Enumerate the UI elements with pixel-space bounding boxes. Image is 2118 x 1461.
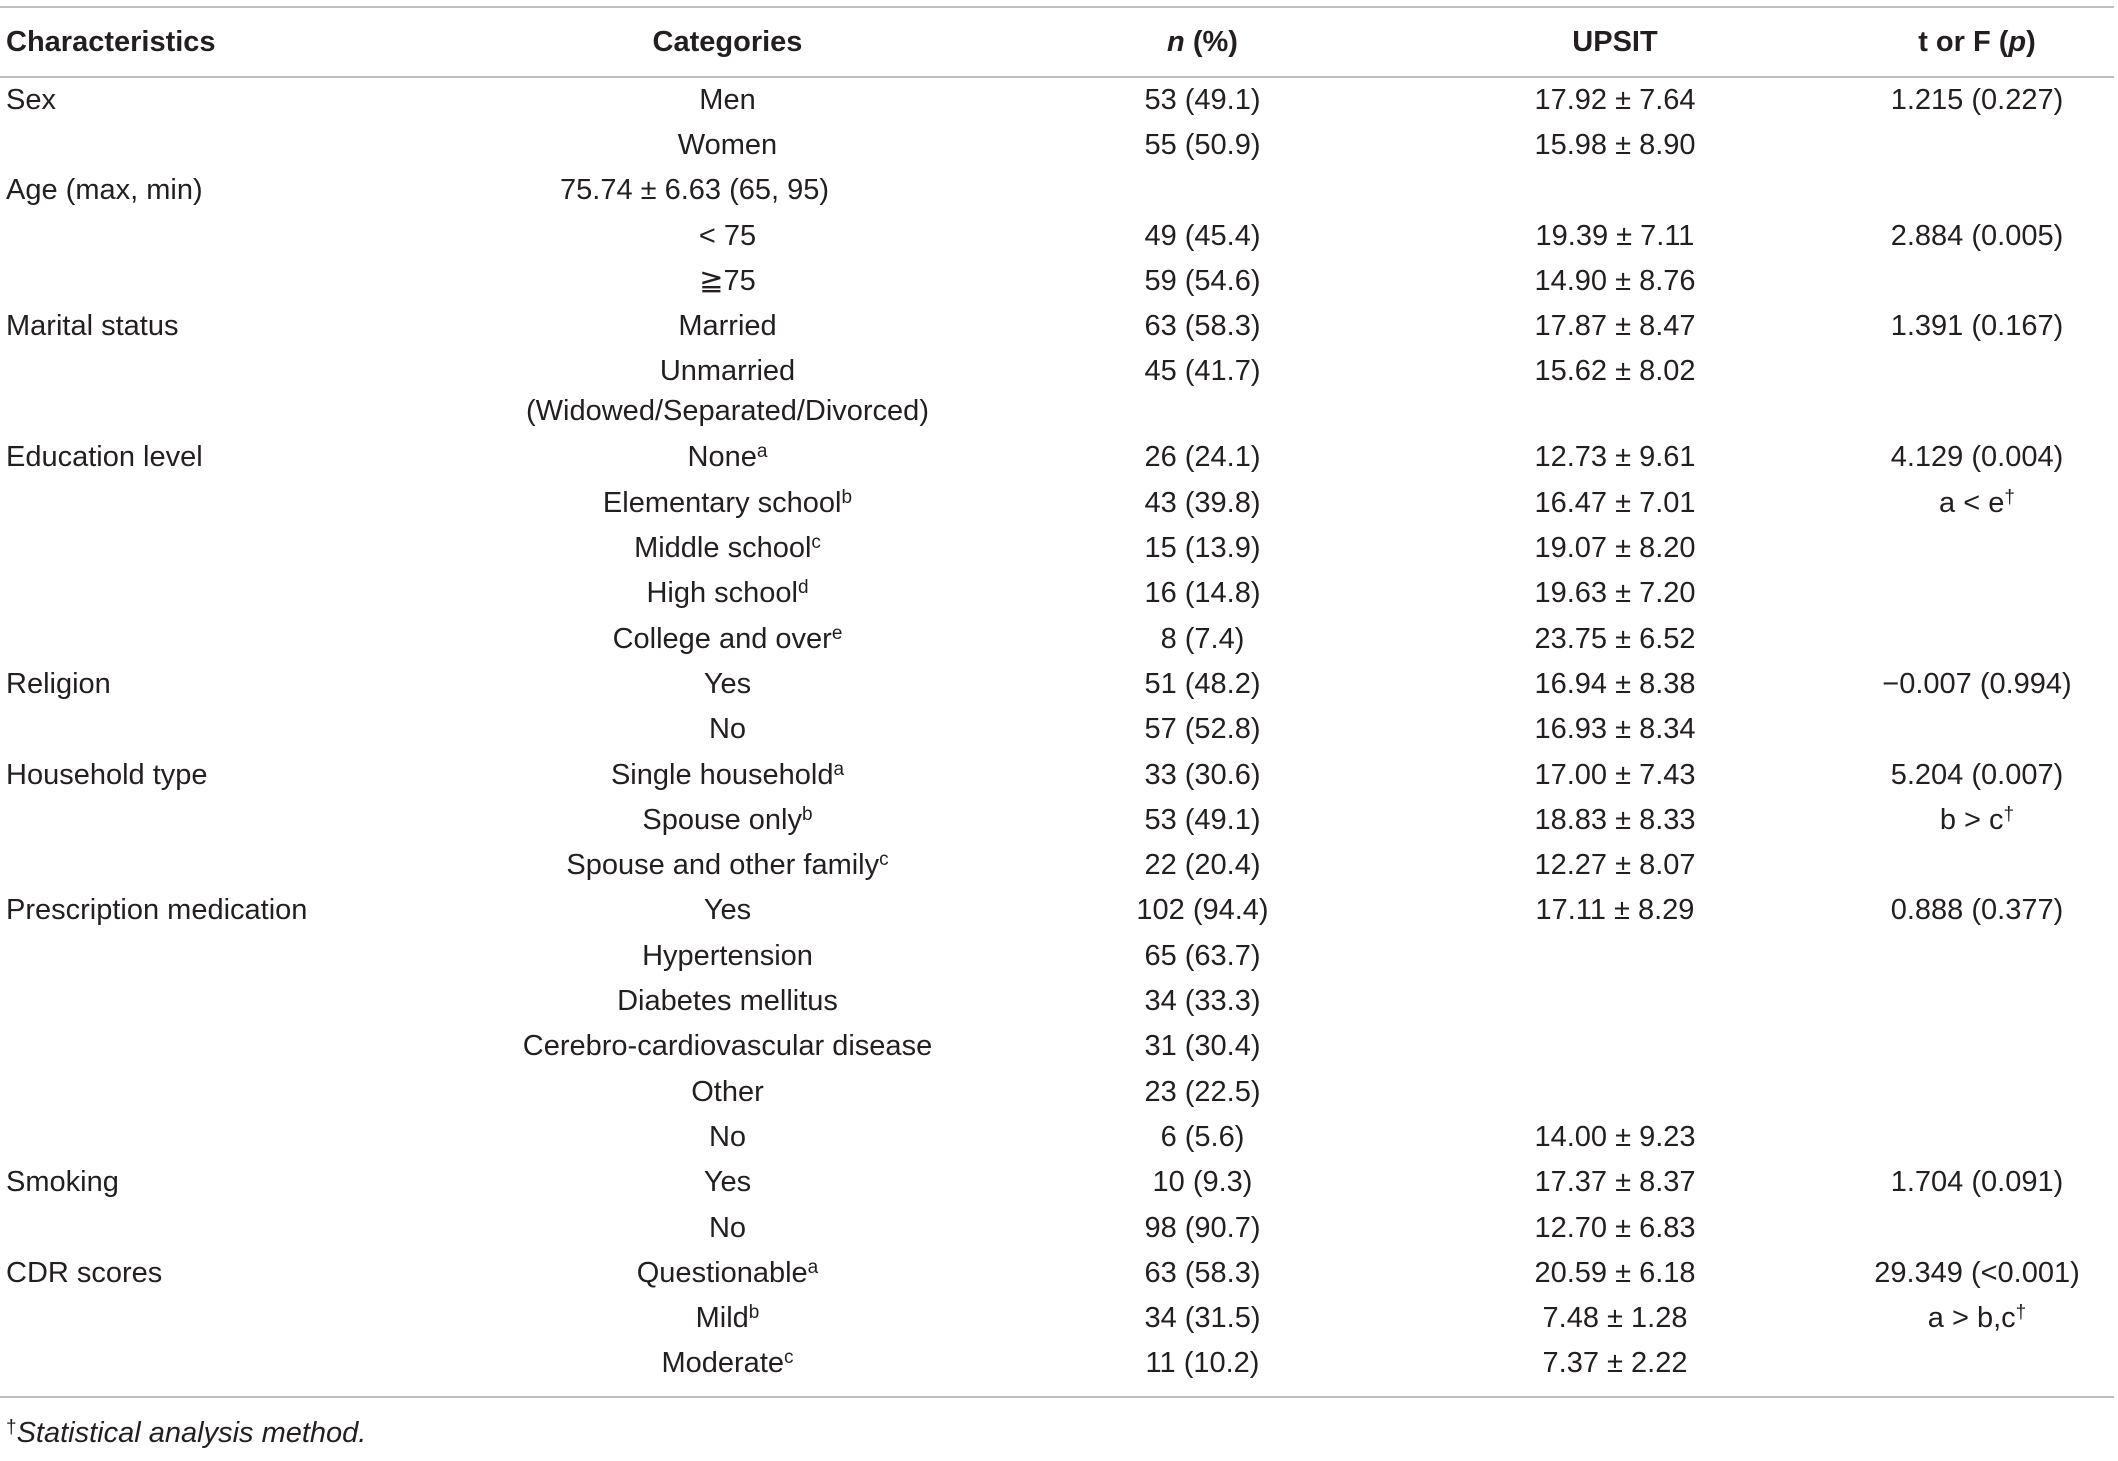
cell-n-percent: 45 (41.7) xyxy=(1144,355,1261,388)
cell-category xyxy=(520,349,935,435)
cell-upsit: 14.90 ± 8.76 xyxy=(1534,264,1696,297)
cell-category xyxy=(520,798,935,843)
cell-t-or-f xyxy=(1770,571,2114,616)
cell-t-or-f xyxy=(1770,1341,2114,1397)
cell-characteristic xyxy=(0,123,520,168)
category-label: ≧75 xyxy=(699,264,756,297)
category-label: Yes xyxy=(703,667,752,700)
cell-category xyxy=(520,934,935,979)
cell-t-or-f xyxy=(1770,1206,2114,1251)
cell-upsit: 20.59 ± 6.18 xyxy=(1534,1256,1696,1289)
table-row xyxy=(0,259,2114,304)
cell-t-or-f xyxy=(1770,934,2114,979)
table-row xyxy=(0,1206,2114,1251)
category-label: Moderate xyxy=(661,1347,784,1380)
table-row xyxy=(0,979,2114,1024)
cell-n-percent: 59 (54.6) xyxy=(1144,264,1261,297)
header-t-suffix: ) xyxy=(2026,25,2036,58)
table-row xyxy=(0,168,2114,213)
cell-upsit xyxy=(1350,934,1770,979)
cell-n-percent: 49 (45.4) xyxy=(1144,219,1261,252)
header-categories: Categories xyxy=(520,7,935,77)
table-row xyxy=(0,1115,2114,1160)
category-label: Spouse and other family xyxy=(566,849,880,882)
category-superscript: b xyxy=(802,803,813,825)
category-label: Other xyxy=(691,1075,764,1108)
cell-characteristic xyxy=(0,707,520,752)
cell-characteristic xyxy=(0,526,520,571)
cell-age-summary: 75.74 ± 6.63 (65, 95) xyxy=(560,174,830,207)
cell-n-percent: 11 (10.2) xyxy=(935,1341,1350,1397)
header-characteristics: Characteristics xyxy=(0,7,520,77)
cell-t-or-f xyxy=(1770,1024,2114,1069)
statistic-value: 0.888 (0.377) xyxy=(1890,894,2064,927)
category-superscript: c xyxy=(784,1347,794,1369)
cell-n-percent: 65 (63.7) xyxy=(1144,939,1261,972)
cell-characteristic xyxy=(0,1341,520,1397)
cell-t-or-f xyxy=(1770,435,2114,480)
category-label: Mild xyxy=(695,1302,749,1335)
cell-t-or-f xyxy=(1770,123,2114,168)
category-label: No xyxy=(708,1120,747,1153)
cell-characteristic xyxy=(0,979,520,1024)
table-row xyxy=(0,123,2114,168)
table-row xyxy=(0,304,2114,349)
cell-upsit: 19.07 ± 8.20 xyxy=(1534,532,1696,565)
cell-t-or-f xyxy=(1770,753,2114,798)
statistic-value: a < e xyxy=(1939,486,2005,519)
cell-characteristic: Age (max, min) xyxy=(6,174,203,207)
category-label: Diabetes mellitus xyxy=(617,985,838,1018)
category-label: Yes xyxy=(703,1166,752,1199)
cell-n-percent: 55 (50.9) xyxy=(1144,129,1261,161)
category-label: Cerebro-cardiovascular disease xyxy=(522,1030,933,1063)
cell-characteristic xyxy=(0,934,520,979)
cell-characteristic xyxy=(0,1115,520,1160)
cell-characteristic xyxy=(0,843,520,888)
cell-category xyxy=(520,1341,935,1397)
cell-characteristic xyxy=(0,798,520,843)
cell-n-percent: 23 (22.5) xyxy=(1144,1075,1261,1108)
table-row xyxy=(0,707,2114,752)
cell-category xyxy=(520,526,935,571)
cell-category xyxy=(520,617,935,662)
cell-n-percent: 53 (49.1) xyxy=(1144,84,1261,116)
category-label: High school xyxy=(646,577,798,610)
cell-category xyxy=(520,707,935,752)
cell-upsit: 14.00 ± 9.23 xyxy=(1534,1120,1696,1153)
cell-category xyxy=(520,304,935,349)
cell-characteristic: Marital status xyxy=(6,310,179,343)
statistic-superscript: † xyxy=(2003,803,2015,825)
cell-n-percent: 10 (9.3) xyxy=(1152,1166,1253,1199)
table-row xyxy=(0,435,2114,480)
category-label: None xyxy=(687,441,757,474)
cell-characteristic xyxy=(0,214,520,259)
cell-characteristic xyxy=(0,571,520,616)
cell-upsit xyxy=(1350,979,1770,1024)
table-row xyxy=(0,662,2114,707)
category-superscript: e xyxy=(831,622,843,644)
cell-n-percent: 53 (49.1) xyxy=(1144,803,1261,836)
cell-t-or-f xyxy=(1770,1251,2114,1296)
cell-n-percent: 98 (90.7) xyxy=(1144,1211,1261,1244)
category-label: No xyxy=(708,1211,747,1244)
statistic-value: 5.204 (0.007) xyxy=(1890,758,2064,791)
cell-n-percent: 15 (13.9) xyxy=(1144,532,1261,565)
cell-n-percent: 6 (5.6) xyxy=(1160,1120,1245,1153)
table-row xyxy=(0,888,2114,933)
cell-upsit: 19.39 ± 7.11 xyxy=(1535,219,1695,252)
cell-upsit: 12.27 ± 8.07 xyxy=(1534,849,1696,882)
table-row xyxy=(0,1024,2114,1069)
cell-category xyxy=(520,843,935,888)
category-superscript: c xyxy=(811,532,821,554)
cell-t-or-f xyxy=(1770,214,2114,259)
cell-t-or-f xyxy=(1770,481,2114,526)
statistic-superscript: † xyxy=(2004,486,2015,508)
statistic-value: a > b,c xyxy=(1927,1302,2016,1335)
category-label: < 75 xyxy=(698,219,757,252)
cell-n-percent: 57 (52.8) xyxy=(1144,713,1261,746)
statistic-superscript: † xyxy=(2015,1302,2027,1324)
cell-t-or-f xyxy=(1770,304,2114,349)
cell-upsit: 7.37 ± 2.22 xyxy=(1350,1341,1770,1397)
statistic-value: 2.884 (0.005) xyxy=(1890,219,2064,252)
cell-n-percent: 34 (31.5) xyxy=(1144,1302,1261,1335)
cell-n-percent: 22 (20.4) xyxy=(1144,849,1261,882)
cell-category xyxy=(520,888,935,933)
statistic-value: 4.129 (0.004) xyxy=(1890,441,2064,474)
cell-upsit: 17.87 ± 8.47 xyxy=(1534,310,1696,343)
cell-n-percent: 34 (33.3) xyxy=(1144,985,1261,1018)
cell-t-or-f xyxy=(1770,259,2114,304)
cell-upsit: 7.48 ± 1.28 xyxy=(1542,1302,1688,1335)
cell-upsit: 15.62 ± 8.02 xyxy=(1534,355,1696,388)
category-superscript: b xyxy=(841,486,853,508)
footnote-mark: † xyxy=(6,1417,17,1438)
cell-category xyxy=(520,753,935,798)
table-row xyxy=(0,753,2114,798)
cell-upsit: 16.47 ± 7.01 xyxy=(1534,486,1696,519)
statistic-value: −0.007 (0.994) xyxy=(1882,667,2072,700)
cell-category xyxy=(520,1206,935,1251)
table-row xyxy=(0,481,2114,526)
category-line-1: Unmarried xyxy=(659,355,796,388)
table-row xyxy=(0,1296,2114,1341)
cell-characteristic: Smoking xyxy=(6,1166,119,1199)
cell-category xyxy=(520,571,935,616)
table-row xyxy=(0,798,2114,843)
cell-characteristic xyxy=(0,1024,520,1069)
table-row xyxy=(0,571,2114,616)
cell-upsit: 12.70 ± 6.83 xyxy=(1534,1211,1696,1244)
cell-upsit: 15.98 ± 8.90 xyxy=(1534,129,1696,161)
category-superscript: d xyxy=(797,577,809,599)
cell-t-or-f xyxy=(1770,77,2114,123)
cell-t-or-f xyxy=(1770,888,2114,933)
header-t-italic: p xyxy=(2008,25,2027,58)
cell-t-or-f xyxy=(1770,1115,2114,1160)
cell-characteristic xyxy=(0,349,520,435)
cell-characteristic xyxy=(0,617,520,662)
footnote xyxy=(6,1417,366,1450)
cell-t-or-f xyxy=(1770,1070,2114,1115)
header-n-percent xyxy=(935,7,1350,77)
category-label: Married xyxy=(678,310,777,343)
statistic-value: 29.349 (<0.001) xyxy=(1874,1256,2080,1289)
cell-upsit: 23.75 ± 6.52 xyxy=(1534,622,1696,655)
characteristics-table xyxy=(0,6,2114,1398)
category-superscript: c xyxy=(879,849,889,871)
category-superscript: a xyxy=(756,441,768,463)
cell-t-or-f xyxy=(1770,707,2114,752)
cell-characteristic xyxy=(0,1206,520,1251)
category-label: Spouse only xyxy=(642,803,803,836)
category-superscript: a xyxy=(833,758,845,780)
cell-upsit xyxy=(1350,1070,1770,1115)
header-n-italic: n xyxy=(1167,25,1185,58)
cell-characteristic: Sex xyxy=(6,84,56,116)
header-upsit: UPSIT xyxy=(1350,7,1770,77)
table-row xyxy=(0,1070,2114,1115)
cell-category xyxy=(520,481,935,526)
cell-upsit: 17.11 ± 8.29 xyxy=(1535,894,1695,927)
cell-t-or-f xyxy=(1770,798,2114,843)
cell-upsit xyxy=(1350,1024,1770,1069)
category-label: College and over xyxy=(612,622,832,655)
category-line-2: (Widowed/Separated/Divorced) xyxy=(526,395,929,428)
statistic-value: 1.391 (0.167) xyxy=(1890,310,2064,343)
category-label: Men xyxy=(699,84,756,116)
cell-t-or-f xyxy=(1770,617,2114,662)
category-label: Single household xyxy=(610,758,834,791)
table-row xyxy=(0,214,2114,259)
cell-category xyxy=(520,1024,935,1069)
cell-t-or-f xyxy=(1770,1160,2114,1205)
cell-t-or-f xyxy=(1770,979,2114,1024)
category-label: Yes xyxy=(703,894,752,927)
header-t-prefix: t or F ( xyxy=(1918,25,2009,58)
cell-category xyxy=(520,435,935,480)
cell-upsit: 12.73 ± 9.61 xyxy=(1534,441,1696,474)
table-row xyxy=(0,843,2114,888)
category-superscript: a xyxy=(807,1256,819,1278)
cell-upsit: 17.00 ± 7.43 xyxy=(1534,758,1696,791)
table-row xyxy=(0,1251,2114,1296)
statistic-value: b > c xyxy=(1939,803,2004,836)
footnote-text: Statistical analysis method. xyxy=(16,1417,367,1449)
cell-n-percent: 26 (24.1) xyxy=(1144,441,1261,474)
header-t-or-f xyxy=(1770,7,2114,77)
cell-t-or-f xyxy=(1770,526,2114,571)
header-n-rest: (%) xyxy=(1184,25,1238,58)
table-row xyxy=(0,1341,2114,1397)
cell-t-or-f xyxy=(1770,349,2114,435)
category-label: Hypertension xyxy=(642,939,813,972)
cell-t-or-f xyxy=(1770,662,2114,707)
category-superscript: b xyxy=(748,1302,760,1324)
cell-n-percent: 8 (7.4) xyxy=(1160,622,1245,655)
cell-category xyxy=(520,214,935,259)
cell-characteristic: CDR scores xyxy=(6,1256,163,1289)
cell-characteristic xyxy=(0,481,520,526)
category-label: Elementary school xyxy=(602,486,842,519)
table-header-row xyxy=(0,7,2114,77)
cell-category xyxy=(520,979,935,1024)
cell-category xyxy=(520,123,935,168)
table-body xyxy=(0,77,2114,1397)
cell-category xyxy=(520,77,935,123)
table-row xyxy=(0,526,2114,571)
cell-category xyxy=(520,662,935,707)
cell-characteristic xyxy=(0,259,520,304)
cell-upsit: 16.93 ± 8.34 xyxy=(1534,713,1696,746)
cell-category xyxy=(520,259,935,304)
cell-n-percent: 31 (30.4) xyxy=(1144,1030,1261,1063)
cell-n-percent: 16 (14.8) xyxy=(1144,577,1261,610)
cell-category xyxy=(520,1251,935,1296)
cell-category xyxy=(520,1115,935,1160)
category-label: No xyxy=(708,713,747,746)
cell-upsit: 17.37 ± 8.37 xyxy=(1534,1166,1696,1199)
cell-upsit: 19.63 ± 7.20 xyxy=(1534,577,1696,610)
cell-upsit: 17.92 ± 7.64 xyxy=(1534,84,1696,116)
cell-n-percent: 102 (94.4) xyxy=(1136,894,1269,927)
cell-category xyxy=(520,1160,935,1205)
cell-characteristic: Religion xyxy=(6,667,111,700)
cell-t-or-f xyxy=(1770,1296,2114,1341)
cell-characteristic: Prescription medication xyxy=(6,894,308,927)
cell-n-percent: 63 (58.3) xyxy=(1144,310,1261,343)
category-label: Women xyxy=(677,129,778,161)
cell-n-percent: 43 (39.8) xyxy=(1144,486,1261,519)
table-row xyxy=(0,349,2114,435)
cell-upsit: 18.83 ± 8.33 xyxy=(1534,803,1696,836)
table-row xyxy=(0,1160,2114,1205)
table-row xyxy=(0,617,2114,662)
statistic-value: 1.215 (0.227) xyxy=(1890,84,2064,116)
cell-characteristic: Household type xyxy=(6,758,208,791)
cell-n-percent: 33 (30.6) xyxy=(1144,758,1261,791)
cell-characteristic xyxy=(0,1070,520,1115)
cell-category xyxy=(520,1296,935,1341)
category-label: Questionable xyxy=(636,1256,808,1289)
cell-t-or-f xyxy=(1770,843,2114,888)
cell-n-percent: 51 (48.2) xyxy=(1144,667,1261,700)
category-label: Middle school xyxy=(634,532,812,565)
cell-characteristic xyxy=(0,1296,520,1341)
table-row xyxy=(0,77,2114,123)
cell-n-percent: 63 (58.3) xyxy=(1144,1256,1261,1289)
table-row xyxy=(0,934,2114,979)
cell-category xyxy=(520,1070,935,1115)
statistic-value: 1.704 (0.091) xyxy=(1890,1166,2064,1199)
cell-upsit: 16.94 ± 8.38 xyxy=(1534,667,1696,700)
cell-characteristic: Education level xyxy=(6,441,203,474)
